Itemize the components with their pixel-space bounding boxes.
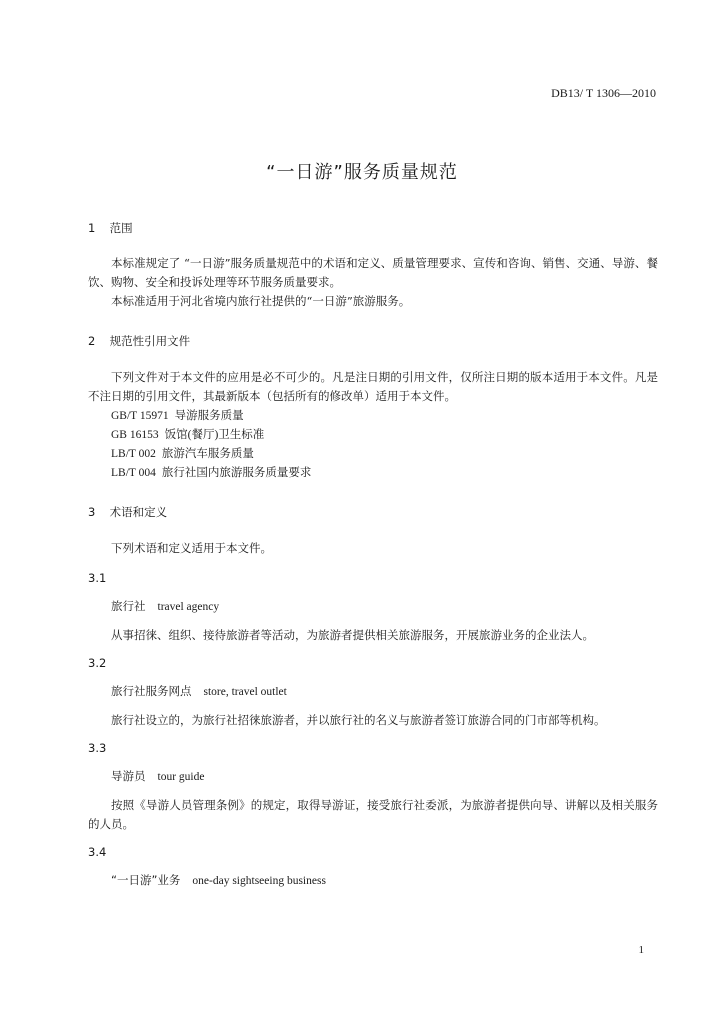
terms-intro-paragraph: 下列术语和定义适用于本文件。	[111, 541, 272, 555]
section-number: 1	[88, 221, 96, 235]
term-heading	[111, 768, 204, 784]
reference-code: GB 16153	[111, 429, 159, 441]
section-title: 规范性引用文件	[109, 334, 191, 348]
term-number: 3.4	[88, 845, 107, 859]
reference-code: LB/T 004	[111, 467, 156, 479]
reference-item	[111, 407, 244, 423]
reference-name: 旅游汽车服务质量	[161, 448, 254, 460]
reference-code: LB/T 002	[111, 448, 156, 460]
term-english: store, travel outlet	[203, 686, 287, 698]
term-definition: 从事招徕、组织、接待旅游者等活动，为旅游者提供相关旅游服务，开展旅游业务的企业法人。	[111, 628, 594, 642]
term-number: 3.2	[88, 656, 107, 670]
reference-code: GB/T 15971	[111, 410, 169, 422]
reference-item	[111, 464, 311, 480]
section-3-heading	[88, 504, 167, 520]
reference-name: 导游服务质量	[174, 410, 244, 422]
term-english: one-day sightseeing business	[192, 875, 326, 887]
term-heading	[111, 872, 326, 888]
references-paragraph: 下列文件对于本文件的应用是必不可少的。凡是注日期的引用文件，仅所注日期的版本适用于本文件。凡是不注日期的引用文件，其最新版本（包括所有的修改单）适用于本文件。	[88, 370, 658, 403]
document-number: DB13/ T 1306—2010	[551, 86, 656, 100]
document-title: “一日游”服务质量规范	[266, 162, 458, 183]
term-chinese: 旅行社	[111, 599, 146, 613]
term-english: travel agency	[157, 601, 220, 613]
term-definition: 旅行社设立的，为旅行社招徕旅游者，并以旅行社的名义与旅游者签订旅游合同的门市部等机构。	[111, 713, 606, 727]
section-2-heading	[88, 333, 190, 349]
reference-item	[111, 445, 254, 461]
term-chinese: “一日游”业务	[111, 873, 181, 887]
term-chinese: 导游员	[111, 769, 146, 783]
term-number: 3.1	[88, 571, 107, 585]
term-definition: 按照《导游人员管理条例》的规定，取得导游证，接受旅行社委派，为旅游者提供向导、讲解以及相关服务的人员。	[88, 798, 658, 831]
reference-name: 旅行社国内旅游服务质量要求	[161, 467, 312, 479]
section-title: 术语和定义	[109, 505, 168, 519]
term-number: 3.3	[88, 741, 107, 755]
section-number: 3	[88, 505, 96, 519]
section-title: 范围	[109, 221, 133, 235]
page-number: 1	[638, 944, 644, 956]
reference-name: 饭馆(餐厅)卫生标准	[164, 429, 265, 441]
section-number: 2	[88, 334, 96, 348]
scope-paragraph-2: 本标准适用于河北省境内旅行社提供的“一日游”旅游服务。	[111, 294, 411, 308]
scope-paragraph-1: 本标准规定了 “一日游”服务质量规范中的术语和定义、质量管理要求、宣传和咨询、销售、交通、导游、餐饮、购物、安全和投诉处理等环节服务质量要求。	[88, 256, 658, 289]
section-1-heading	[88, 220, 133, 236]
reference-item	[111, 426, 264, 442]
term-heading	[111, 683, 287, 699]
term-english: tour guide	[157, 771, 205, 783]
term-chinese: 旅行社服务网点	[111, 684, 192, 698]
term-heading	[111, 598, 219, 614]
